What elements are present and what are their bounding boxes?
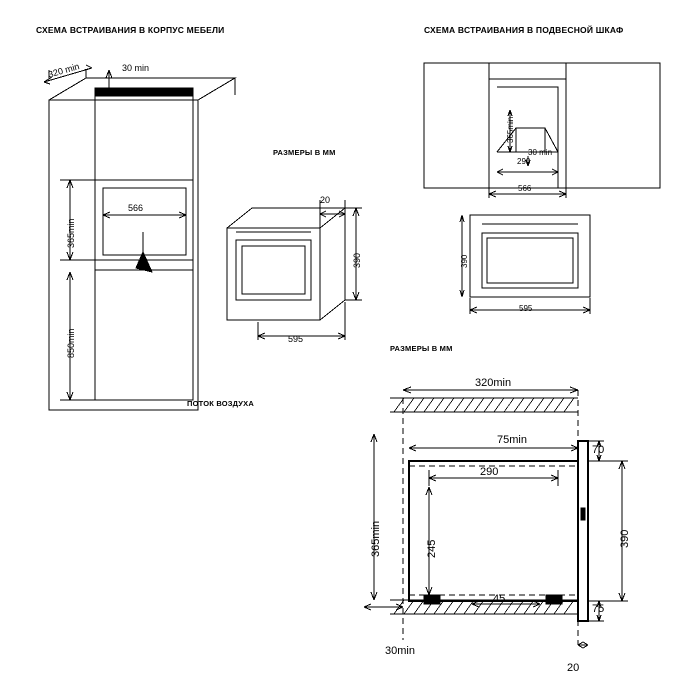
dim-section-bottom-right: 20 [567,662,580,674]
dim-section-bottom-left: 30min [385,645,415,657]
dim-wall-inner-height: 365min [506,116,515,143]
dim-section-right-height: 390 [619,529,631,548]
dim-section-top-span: 320min [475,377,512,389]
dim-section-inner-top: 75min [497,434,527,446]
dim-section-right-top: 70 [592,444,605,456]
label-airflow: ПОТОК ВОЗДУХА [187,399,254,408]
dim-section-right-bottom: 75 [592,603,605,615]
dim-oven-height: 390 [352,252,362,268]
dim-section-left-height: 365min [370,520,382,557]
label-dims-bottom: РАЗМЕРЫ В ММ [390,344,453,353]
dim-cabinet-width: 566 [128,203,144,213]
dim-wall-width: 566 [518,184,532,193]
dim-section-foot-gap: 45 [493,593,506,605]
dim-front-width: 595 [519,304,533,313]
dim-front-height: 390 [460,254,469,268]
dim-section-inner-width: 290 [480,466,499,478]
dim-cabinet-depth: 320 min [47,61,81,80]
dim-cabinet-floor-height: 850min [66,328,76,358]
dim-wall-inner-width: 290 [517,157,531,166]
dim-wall-gap: 30 min [528,148,553,157]
dim-oven-front-offset: 20 [320,195,331,205]
label-dims-center: РАЗМЕРЫ В ММ [273,148,336,157]
dim-cabinet-niche-height: 365min [66,218,76,248]
dim-section-inner-height: 245 [426,539,438,558]
dim-cabinet-gap-top: 30 min [122,63,150,73]
dim-oven-depth: 595 [288,334,304,344]
title-right: СХЕМА ВСТРАИВАНИЯ В ПОДВЕСНОЙ ШКАФ [424,25,624,35]
title-left: СХЕМА ВСТРАИВАНИЯ В КОРПУС МЕБЕЛИ [36,25,225,35]
